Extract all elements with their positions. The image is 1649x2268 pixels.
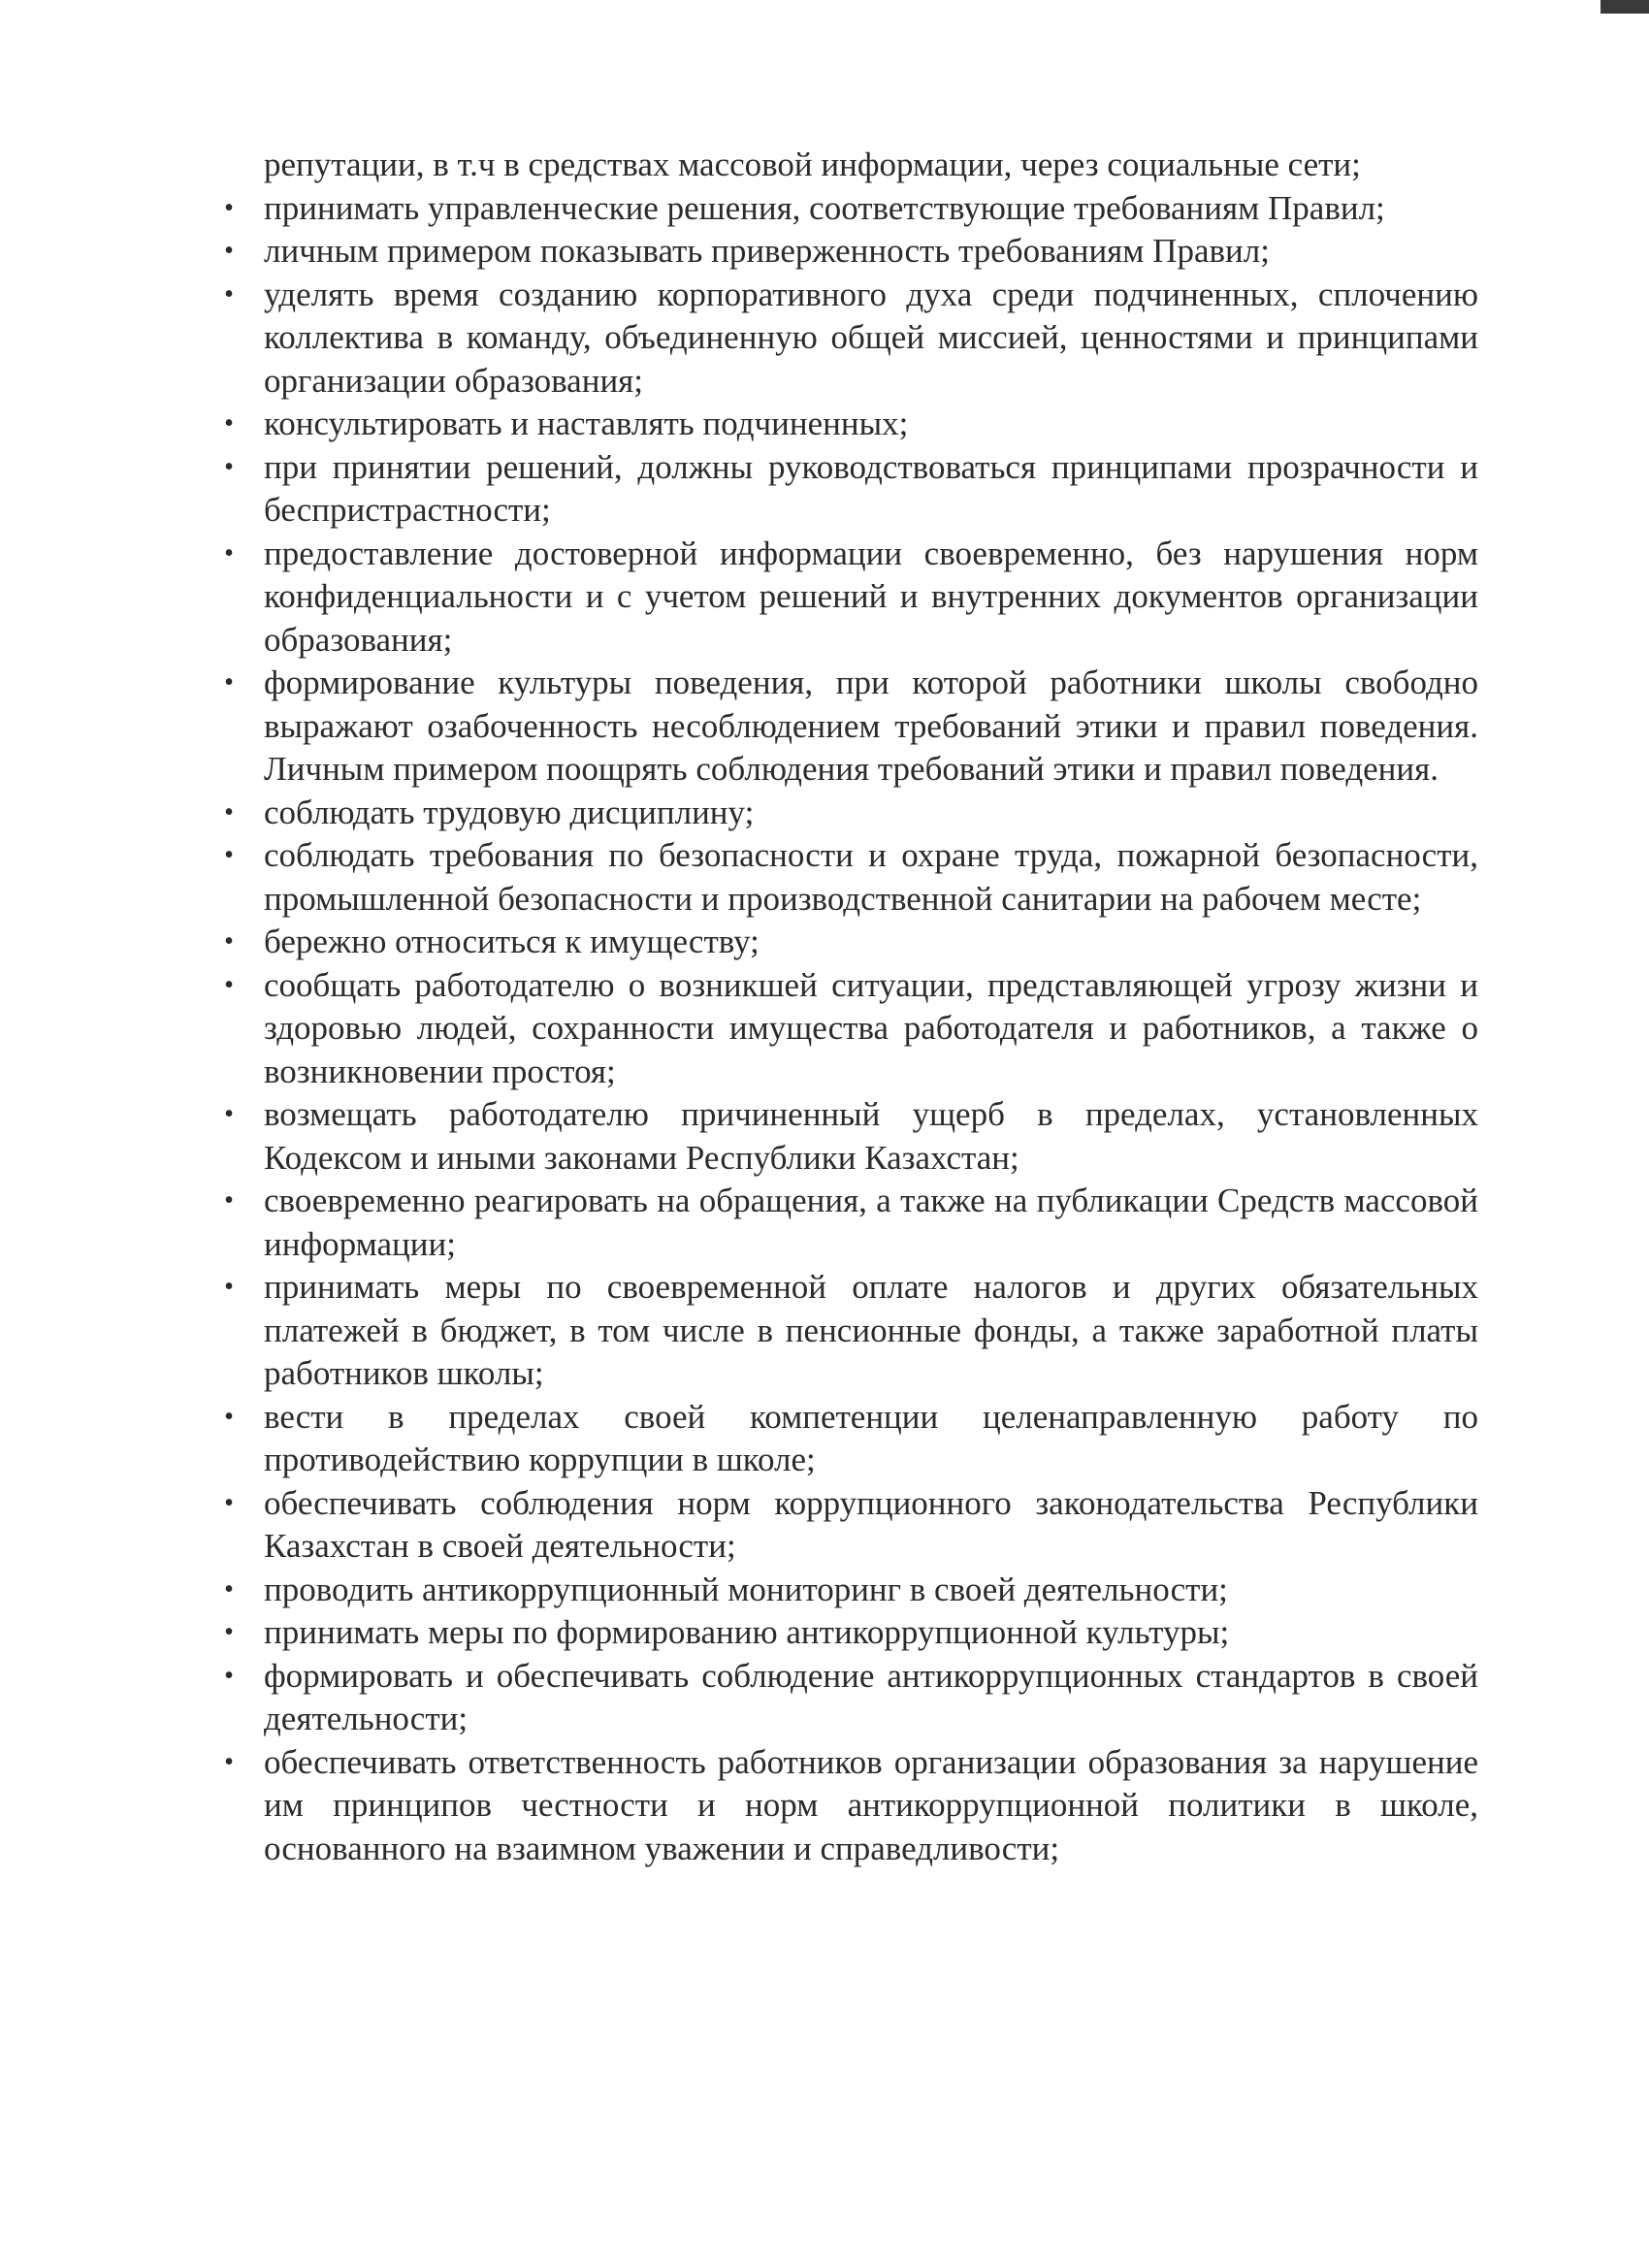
bullet-icon: • — [224, 1617, 234, 1647]
list-item — [215, 834, 1478, 921]
list-item — [215, 1396, 1478, 1482]
list-item-text: личным примером показывать приверженность требованиям Правил; — [264, 232, 1270, 270]
list-item-text: при принятии решений, должны руководствоваться принципами прозрачности и беспристрастности; — [264, 447, 1478, 529]
list-item — [215, 1611, 1478, 1655]
bullet-icon: • — [224, 1660, 234, 1691]
list-item — [215, 403, 1478, 446]
bullet-icon: • — [224, 969, 234, 1000]
bullet-icon: • — [224, 1401, 234, 1432]
list-item-text: принимать меры по формированию антикоррупционной культуры; — [264, 1613, 1230, 1651]
bullet-icon: • — [224, 1272, 234, 1302]
list-item-text: уделять время созданию корпоративного духа среди подчиненных, сплочению коллектива в команду, объединенную общей миссией, ценностями и принципами организации образования; — [264, 275, 1478, 400]
list-item — [215, 964, 1478, 1094]
list-item-text: вести в пределах своей компетенции целенаправленную работу по противодействию коррупции в школе; — [264, 1397, 1478, 1478]
document-page — [215, 144, 1478, 1870]
list-item — [215, 792, 1478, 835]
bullet-icon: • — [224, 451, 234, 482]
list-item — [215, 1741, 1478, 1871]
list-item — [215, 1180, 1478, 1266]
list-item-text: формировать и обеспечивать соблюдение антикоррупционных стандартов в своей деятельности; — [264, 1656, 1478, 1737]
list-item — [215, 921, 1478, 964]
list-item — [215, 1482, 1478, 1569]
list-item-text: предоставление достоверной информации своевременно, без нарушения норм конфиденциальности и с учетом решений и внутренних документов организации образования; — [264, 534, 1478, 659]
list-item-text: консультировать и наставлять подчиненных; — [264, 405, 909, 442]
bullet-icon: • — [224, 1573, 234, 1604]
list-item-text: сообщать работодателю о возникшей ситуации, представляющей угрозу жизни и здоровью людей, сохранности имущества работодателя и работников, а также о возникновении простоя; — [264, 965, 1478, 1090]
bullet-icon: • — [224, 192, 234, 223]
list-item-text: соблюдать трудовую дисциплину; — [264, 793, 755, 831]
list-item — [215, 446, 1478, 533]
list-item — [215, 187, 1478, 231]
bullet-icon: • — [224, 278, 234, 309]
list-item-text: своевременно реагировать на обращения, а также на публикации Средств массовой информации; — [264, 1182, 1478, 1263]
bullet-list — [215, 187, 1478, 1871]
bullet-icon: • — [224, 236, 234, 266]
list-item — [215, 230, 1478, 274]
bullet-icon: • — [224, 1746, 234, 1777]
bullet-icon: • — [224, 1099, 234, 1129]
bullet-icon: • — [224, 1487, 234, 1518]
list-item-text: обеспечивать ответственность работников организации образования за нарушение им принципов честности и норм антикоррупционной политики в школе, основанного на взаимном уважении и справедливости; — [264, 1742, 1478, 1867]
list-item-text: соблюдать требования по безопасности и охране труда, пожарной безопасности, промышленной безопасности и производственной санитарии на рабочем месте; — [264, 836, 1478, 918]
list-item — [215, 274, 1478, 404]
list-item-text: принимать управленческие решения, соответствующие требованиям Правил; — [264, 188, 1385, 227]
bullet-icon: • — [224, 926, 234, 956]
list-item-text: принимать меры по своевременной оплате налогов и других обязательных платежей в бюджет, в том числе в пенсионные фонды, а также заработной платы работников школы; — [264, 1268, 1478, 1392]
list-item-text: формирование культуры поведения, при которой работники школы свободно выражают озабоченность несоблюдением требований этики и правил поведения. Личным примером поощрять соблюдения требований этики и правил поведения. — [264, 664, 1478, 788]
list-item — [215, 662, 1478, 792]
list-item-text: проводить антикоррупционный мониторинг в своей деятельности; — [264, 1570, 1228, 1608]
bullet-icon: • — [224, 796, 234, 827]
list-item — [215, 533, 1478, 663]
list-item-text: бережно относиться к имуществу; — [264, 923, 760, 960]
list-item — [215, 1655, 1478, 1741]
bullet-icon: • — [224, 667, 234, 697]
list-item — [215, 1093, 1478, 1180]
list-item — [215, 1569, 1478, 1612]
continuation-paragraph: репутации, в т.ч в средствах массовой информации, через социальные сети; — [264, 146, 1361, 183]
list-item-text: возмещать работодателю причиненный ущерб в пределах, установленных Кодексом и иными законами Республики Казахстан; — [264, 1095, 1478, 1177]
bullet-icon: • — [224, 537, 234, 568]
bullet-icon: • — [224, 840, 234, 870]
list-item — [215, 1266, 1478, 1396]
list-item-text: обеспечивать соблюдения норм коррупционного законодательства Республики Казахстан в своей деятельности; — [264, 1483, 1478, 1565]
scan-edge-mark — [1600, 0, 1649, 14]
bullet-icon: • — [224, 1185, 234, 1215]
bullet-icon: • — [224, 408, 234, 438]
